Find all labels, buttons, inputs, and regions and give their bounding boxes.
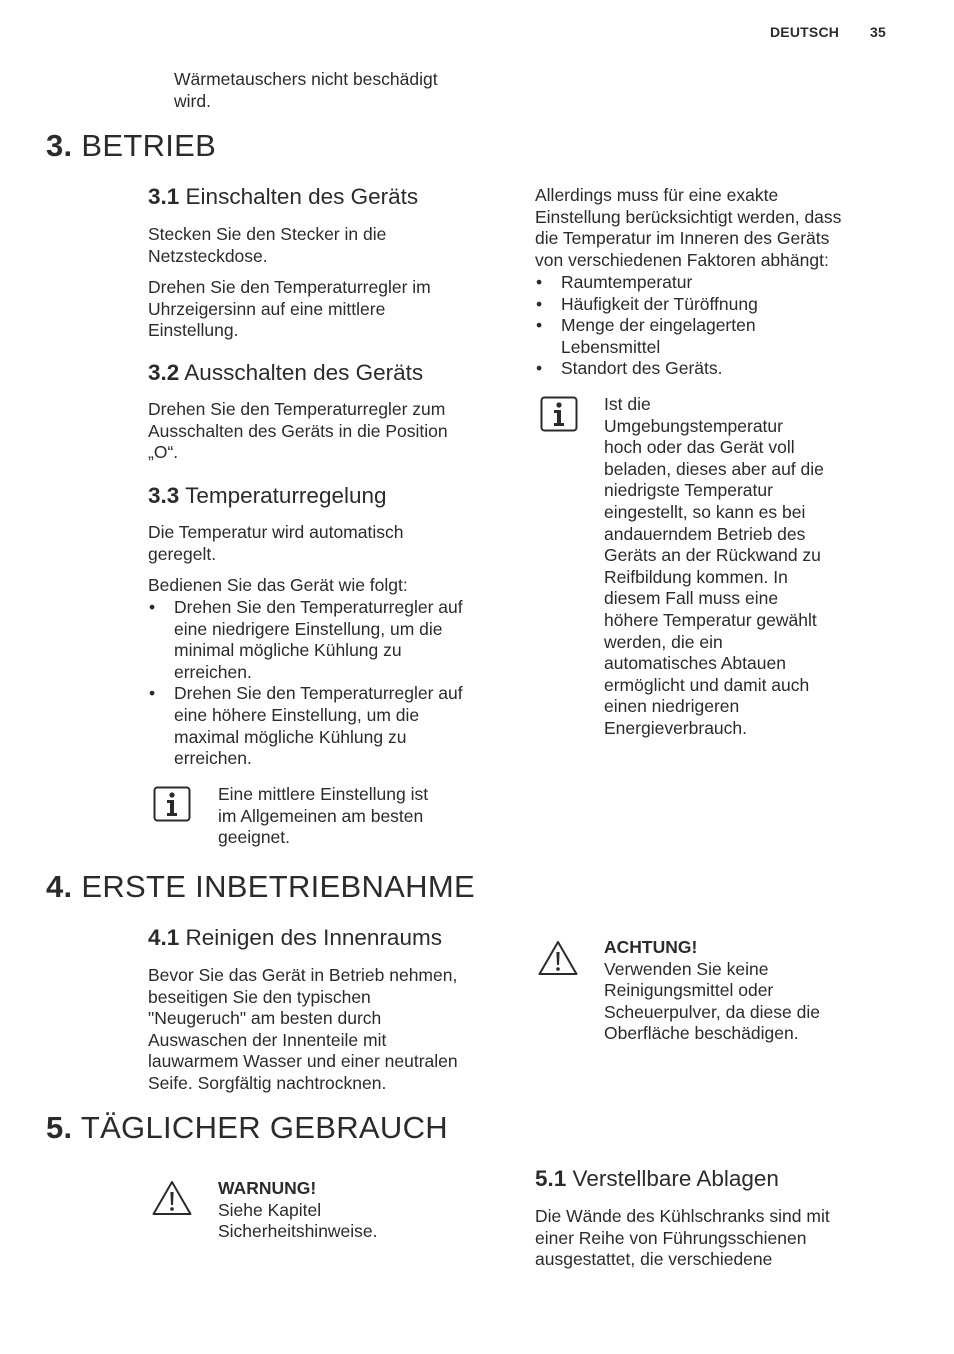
- section-5-title: TÄGLICHER GEBRAUCH: [80, 1110, 448, 1145]
- section-3-heading: [46, 128, 216, 164]
- list-item: • Raumtemperatur: [535, 272, 895, 294]
- subsection-3-1-heading: 3.1 Einschalten des Geräts: [148, 184, 419, 209]
- info-icon: [153, 786, 191, 822]
- continuation-text: Wärmetauschers nicht beschädigt wird.: [174, 69, 438, 111]
- right-column-paragraph: Allerdings muss für eine exakte Einstellung berücksichtigt werden, dass die Temperatur im Inneren des Geräts von verschiedenen Faktoren abhängt:: [535, 185, 842, 270]
- subsection-4-1-heading: 4.1 Reinigen des Innenraums: [148, 925, 442, 950]
- subsection-3-1-paragraph-2: Drehen Sie den Temperaturregler im Uhrzeigersinn auf eine mittlere Einstellung.: [148, 277, 431, 341]
- page-header-language: DEUTSCH: [770, 24, 840, 40]
- subsection-3-2-heading: 3.2 Ausschalten des Geräts: [148, 360, 424, 385]
- info-icon: [540, 396, 578, 432]
- section-3-title: BETRIEB: [81, 128, 217, 163]
- page-number: 35: [870, 24, 886, 40]
- caution-note: ACHTUNG! Verwenden Sie keine Reinigungsmittel oder Scheuerpulver, da diese die Oberfläche beschädigen.: [604, 937, 820, 1044]
- list-item: • Drehen Sie den Temperaturregler auf eine niedrigere Einstellung, um die minimal mögliche Kühlung zu erreichen.: [148, 597, 508, 683]
- warning-triangle-icon: [151, 1179, 193, 1217]
- section-4-heading: [46, 869, 475, 905]
- list-item: • Standort des Geräts.: [535, 358, 895, 380]
- subsection-3-2-paragraph: Drehen Sie den Temperaturregler zum Ausschalten des Geräts in die Position „O“.: [148, 399, 448, 463]
- list-item: • Menge der eingelagerten Lebensmittel: [535, 315, 895, 358]
- subsection-5-1-heading: 5.1 Verstellbare Ablagen: [535, 1166, 779, 1191]
- list-item: • Häufigkeit der Türöffnung: [535, 294, 895, 316]
- subsection-3-3-heading: 3.3 Temperaturregelung: [148, 483, 387, 508]
- info-note-right: Ist die Umgebungstemperatur hoch oder das Gerät voll beladen, dieses aber auf die niedrigste Temperatur eingestellt, so kann es bei andauerndem Betrieb des Geräts an der Rückwand zu Reifbildung kommen. In diesem Fall muss eine höhere Temperatur gewählt werden, die ein automatisches Abtauen ermöglicht und damit auch einen niedrigeren Energieverbrauch.: [604, 394, 824, 738]
- section-3-number: 3.: [46, 128, 73, 163]
- caution-label: ACHTUNG!: [604, 937, 698, 957]
- section-4-title: ERSTE INBETRIEBNAHME: [81, 869, 475, 904]
- warning-note: WARNUNG! Siehe Kapitel Sicherheitshinweise.: [218, 1178, 378, 1242]
- warning-triangle-icon: [537, 939, 579, 977]
- section-5-number: 5.: [46, 1110, 73, 1145]
- subsection-3-3-paragraph-2: Bedienen Sie das Gerät wie folgt:: [148, 575, 408, 595]
- subsection-4-1-paragraph: Bevor Sie das Gerät in Betrieb nehmen, beseitigen Sie den typischen "Neugeruch" am besten durch Auswaschen der Innenteile mit lauwarmem Wasser und einer neutralen Seife. Sorgfältig nachtrocknen.: [148, 965, 458, 1093]
- section-4-number: 4.: [46, 869, 73, 904]
- subsection-3-3-paragraph-1: Die Temperatur wird automatisch geregelt.: [148, 522, 404, 564]
- subsection-5-1-paragraph: Die Wände des Kühlschranks sind mit einer Reihe von Führungsschienen ausgestattet, die verschiedene: [535, 1206, 830, 1270]
- warning-label: WARNUNG!: [218, 1178, 317, 1198]
- right-column-bullet-list: [535, 272, 895, 380]
- subsection-3-3-bullet-list: [148, 597, 508, 770]
- list-item: • Drehen Sie den Temperaturregler auf eine höhere Einstellung, um die maximal mögliche Kühlung zu erreichen.: [148, 683, 508, 769]
- subsection-3-1-paragraph-1: Stecken Sie den Stecker in die Netzsteckdose.: [148, 224, 387, 266]
- info-note-3-3: Eine mittlere Einstellung ist im Allgemeinen am besten geeignet.: [218, 784, 429, 848]
- section-5-heading: [46, 1110, 448, 1146]
